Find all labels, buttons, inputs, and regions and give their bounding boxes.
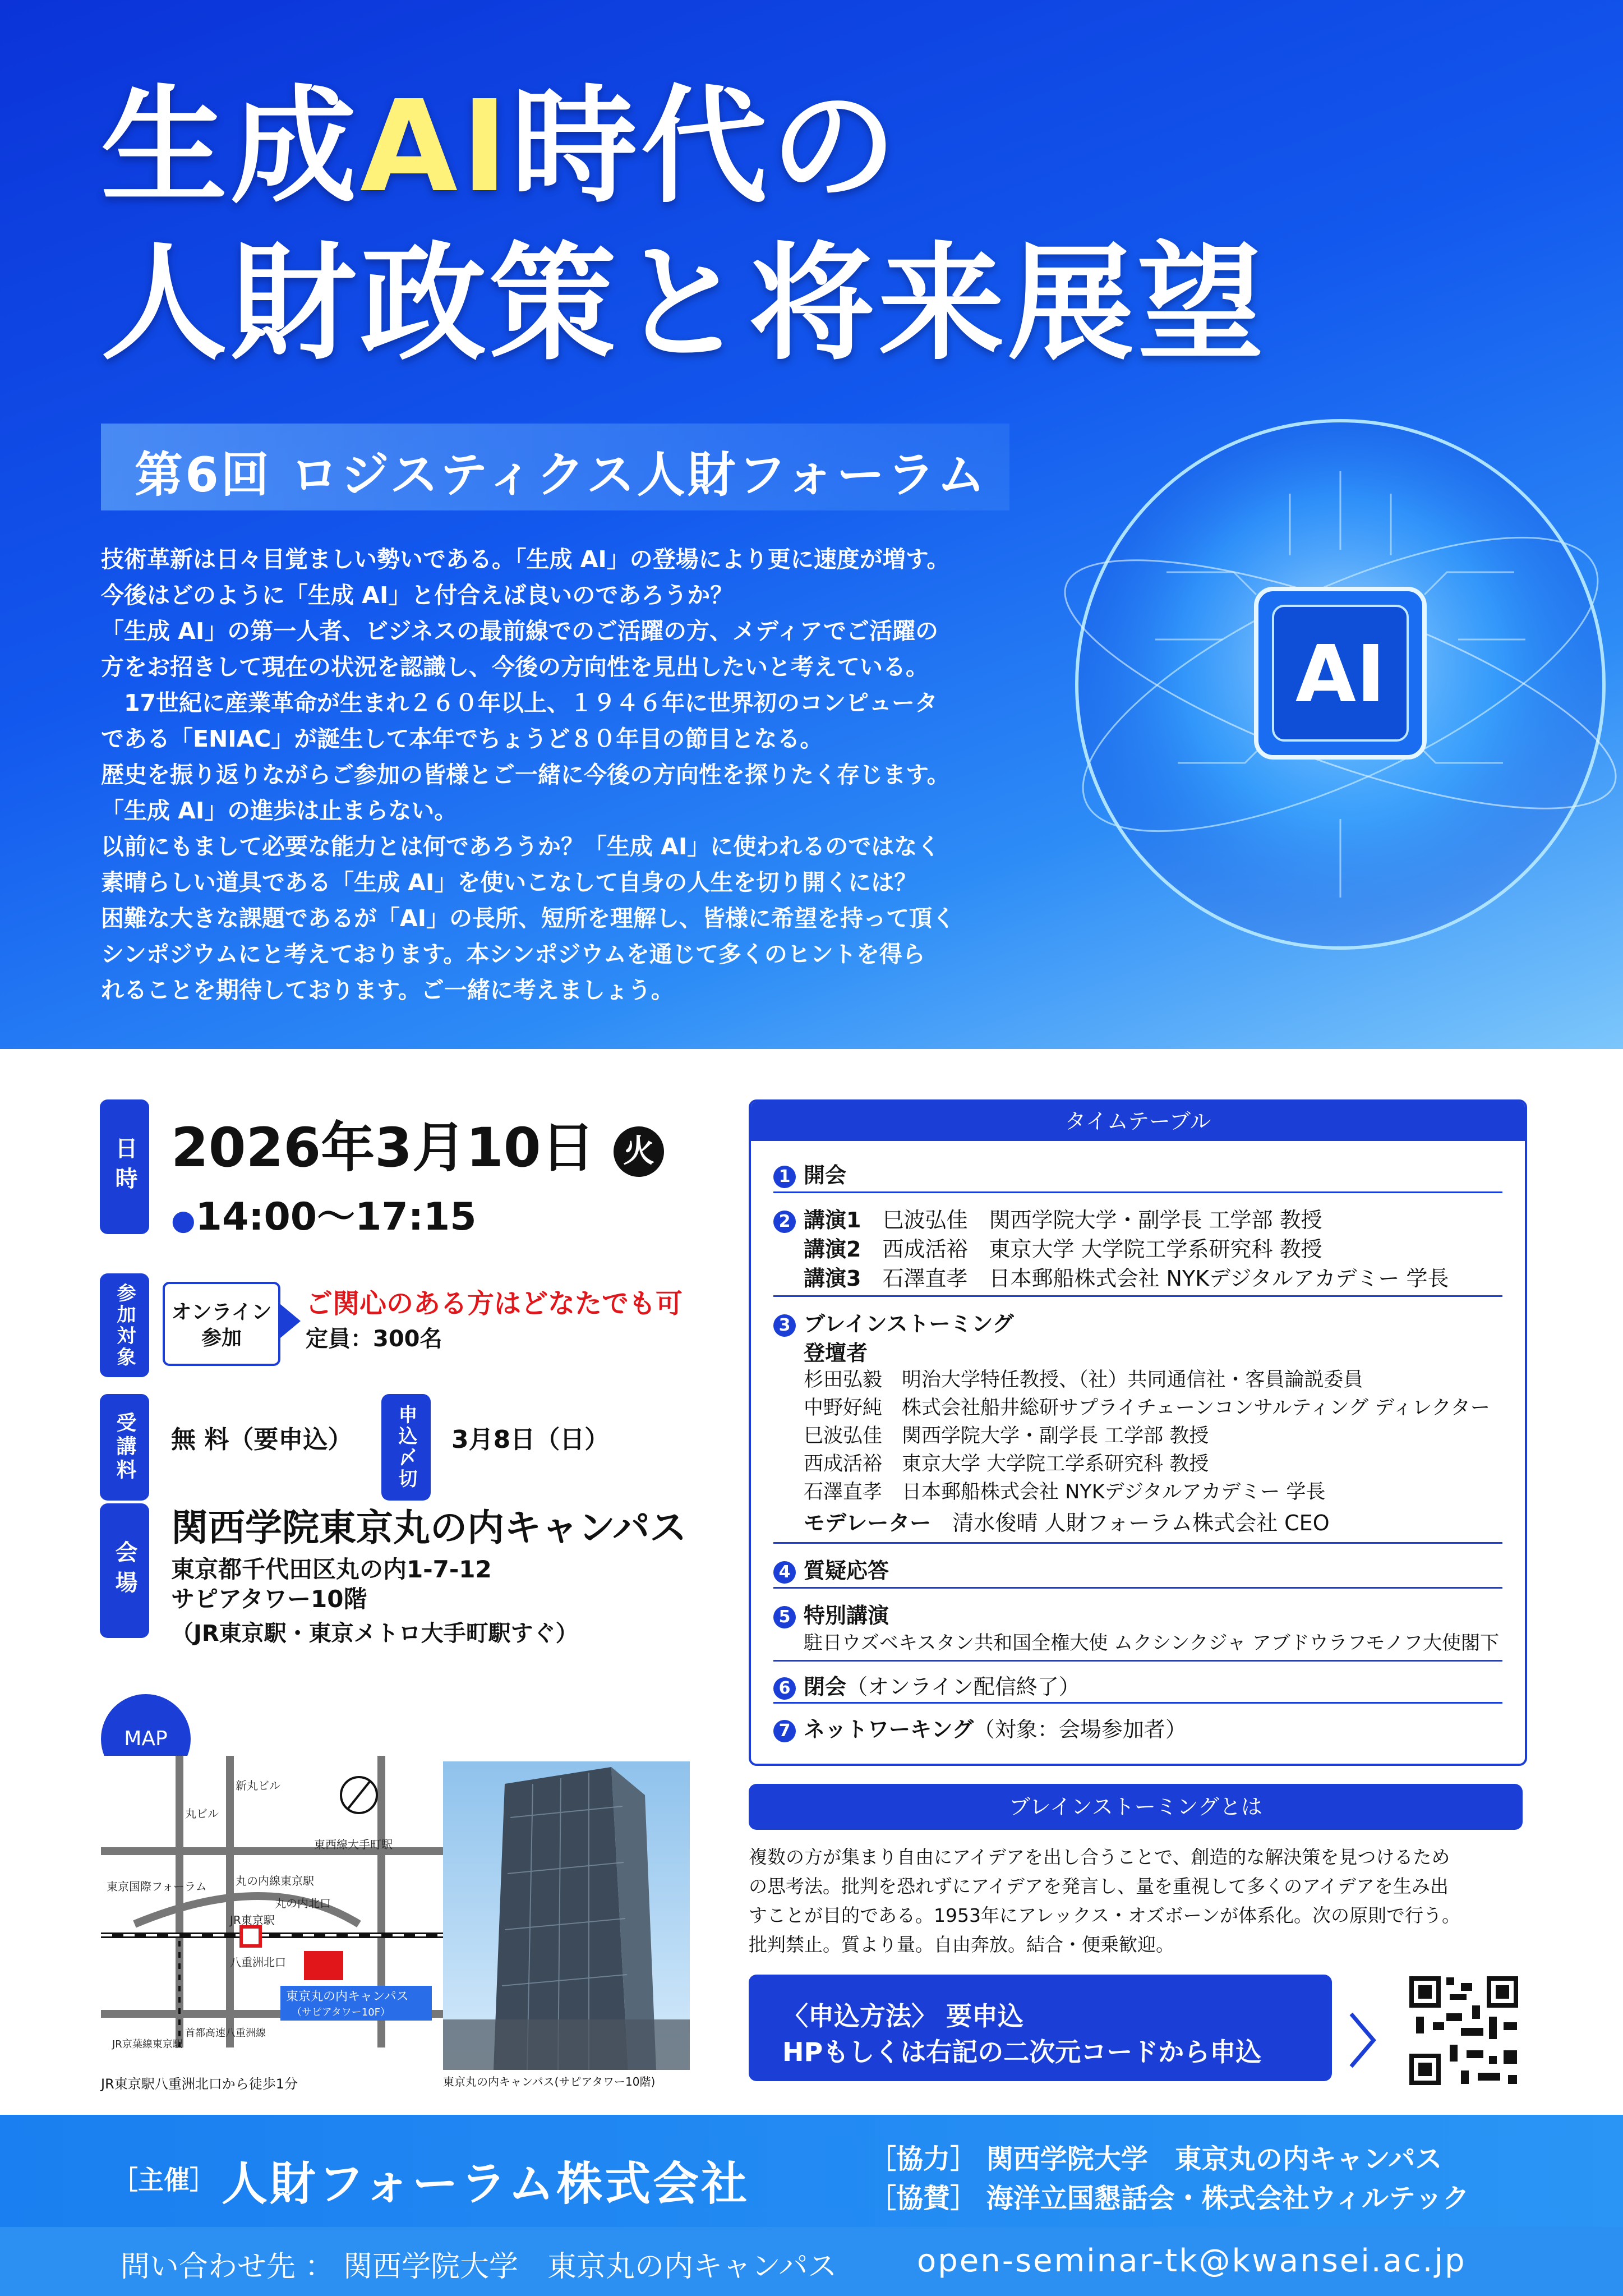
qr-code-icon[interactable]: [1405, 1972, 1523, 2090]
venue-access: （JR東京駅・東京メトロ大手町駅すぐ）: [171, 1621, 578, 1646]
tt-special-lecture: 駐日ウズベキスタン共和国全権大使 ムクシンクジャ アブドウラフモノフ大使閣下: [804, 1632, 1500, 1654]
area-map: [101, 1756, 449, 2070]
intro-line: 困難な大きな課題であるが「AI」の長所、短所を理解し、皆様に希望を持って頂く: [101, 905, 955, 932]
globe-ai-text: AI: [1295, 629, 1386, 720]
timetable: [749, 1099, 1527, 1766]
building-photo: [443, 1761, 690, 2070]
coop-line: [869, 2137, 1442, 2176]
tt-panelist: 中野好純 株式会社船井総研サプライチェーンコンサルティング ディレクター: [804, 1397, 1490, 1419]
contact-email[interactable]: open-seminar-tk@kwansei.ac.jp: [917, 2243, 1467, 2279]
support-line: [869, 2177, 1469, 2215]
contact-label: 問い合わせ先 ： 関西学院大学 東京丸の内キャンパス: [121, 2250, 837, 2284]
tt-lecture-2: 講演2 西成活裕 東京大学 大学院工学系研究科 教授: [804, 1237, 1322, 1262]
intro-line: 方をお招きして現在の状況を認識し、今後の方向性を見出したいと考えている。: [101, 654, 929, 680]
date-text: 2026年3月10日: [171, 1116, 595, 1179]
brainstorm-header: ブレインストーミングとは: [749, 1784, 1523, 1830]
tt-item-5: 5 特別講演: [773, 1598, 889, 1629]
intro-line: 技術革新は日々目覚ましい勢いである。「生成 AI」の登場により更に速度が増す。: [101, 546, 950, 573]
tt-item-6: 6 閉会（オンライン配信終了）: [773, 1669, 1080, 1700]
tt-item-4: 4 質疑応答: [773, 1553, 889, 1584]
intro-line: 今後はどのように「生成 AI」と付合えば良いのであろうか？: [101, 582, 734, 609]
brainstorm-line: 複数の方が集まり自由にアイデアを出し合うことで、創造的な解決策を見つけるため: [749, 1846, 1450, 1868]
venue-address-1: 東京都千代田区丸の内1-7-12: [171, 1556, 492, 1583]
footer: [0, 2115, 1623, 2296]
map-badge: MAP: [101, 1694, 191, 1784]
intro-line: れることを期待しております。ご一緒に考えましょう。: [101, 977, 674, 1004]
divider: [773, 1702, 1502, 1704]
num-badge: 3: [773, 1314, 796, 1337]
brainstorm-line: の思考法。批判を恐れずにアイデアを発言し、量を重視して多くのアイデアを生み出: [749, 1875, 1449, 1897]
host-tag: ［主催］: [112, 2165, 215, 2195]
subtitle: 第6回 ロジスティクス人財フォーラム: [135, 447, 988, 503]
ai-globe-illustration: [1054, 404, 1623, 965]
divider: [773, 1587, 1502, 1589]
support-name: 海洋立国懇話会・株式会社ウィルテック: [986, 2183, 1469, 2214]
details-panel: [50, 1049, 1573, 2115]
coop-tag: ［協力］: [869, 2143, 978, 2175]
apply-box[interactable]: [749, 1975, 1332, 2081]
hero-section: [0, 0, 1623, 1049]
tt-panelist: 杉田弘毅 明治大学特任教授、（社）共同通信社・客員論説委員: [804, 1369, 1363, 1391]
brainstorm-line: すことが目的である。1953年にアレックス・オズボーンが体系化。次の原則で行う。: [749, 1904, 1461, 1926]
map-yaesu-label: 八重洲北口: [230, 1955, 286, 1969]
intro-text: [101, 541, 998, 1008]
divider: [773, 1191, 1502, 1193]
intro-line: 歴史を振り返りながらご参加の皆様とご一緒に今後の方向性を探りたく存じます。: [101, 761, 950, 788]
num-badge: 7: [773, 1720, 796, 1742]
map-kokusai-label: 東京国際フォーラム: [107, 1880, 207, 1893]
title-line-2: 人財政策と将来展望: [101, 231, 1267, 378]
brainstorm-text: [749, 1843, 1523, 1959]
map-jr-tokyo-label: JR東京駅: [230, 1913, 275, 1927]
triangle-pointer-icon: [280, 1304, 303, 1338]
subtitle-bar: [101, 424, 1009, 510]
fee: 無 料（要申込）: [171, 1425, 353, 1454]
intro-line: シンポジウムにと考えております。本シンポジウムを通じて多くのヒントを得ら: [101, 941, 925, 968]
divider: [773, 1295, 1502, 1297]
divider: [773, 1660, 1502, 1662]
num-badge: 6: [773, 1677, 796, 1700]
photo-caption: 東京丸の内キャンパス(サピアタワー10階): [443, 2075, 656, 2088]
tt-moderator: モデレーター 清水俊晴 人財フォーラム株式会社 CEO: [804, 1511, 1330, 1535]
title-line-1: [101, 73, 900, 220]
intro-line: 素晴らしい道具である「生成 AI」を使いこなして自身の人生を切り開くには？: [101, 869, 917, 896]
map-jr-line-label: JR京葉線東京駅: [112, 2039, 183, 2050]
capacity: 定員：300名: [306, 1326, 442, 1352]
divider: [773, 1542, 1502, 1544]
num-badge: 5: [773, 1606, 796, 1628]
intro-line: 17世紀に産業革命が生まれ２６０年以上、１９４６年に世界初のコンピュータ: [101, 689, 938, 716]
map-tozai-label: 東西線大手町駅: [314, 1838, 393, 1851]
intro-line: 「生成 AI」の進歩は止まらない。: [101, 797, 458, 824]
timetable-header: タイムテーブル: [751, 1102, 1525, 1141]
tt-panel-heading: 登壇者: [804, 1341, 868, 1365]
coop-name: 関西学院大学 東京丸の内キャンパス: [986, 2143, 1442, 2175]
venue-label: 会場: [100, 1503, 149, 1638]
title-post: 時代の: [511, 73, 900, 220]
map-shinmaru-label: 新丸ビル: [236, 1779, 280, 1792]
tt-item-2: 2 講演1 巳波弘佳 関西学院大学・副学長 工学部 教授: [773, 1203, 1322, 1234]
intro-line: 以前にもまして必要な能力とは何であろうか？「生成 AI」に使われるのではなく: [101, 833, 940, 860]
venue-name: 関西学院東京丸の内キャンパス: [171, 1506, 687, 1549]
chevron-right-icon: 〉: [1349, 2009, 1405, 2075]
tt-panelist: 石澤直孝 日本郵船株式会社 NYKデジタルアカデミー 学長: [804, 1481, 1326, 1503]
apply-method: 〈申込方法〉 要申込: [782, 2001, 1024, 2031]
tt-lecture-3: 講演3 石澤直孝 日本郵船株式会社 NYKデジタルアカデミー 学長: [804, 1266, 1449, 1291]
online-badge: オンライン参加: [163, 1282, 280, 1366]
support-tag: ［協賛］: [869, 2183, 978, 2214]
target-text: ご関心のある方はどなたでも可: [306, 1288, 683, 1319]
map-north-exit-label: 丸の内北口: [275, 1897, 331, 1910]
event-date: [171, 1105, 664, 1182]
num-badge: 1: [773, 1166, 796, 1188]
map-expressway-label: 首都高速八重洲線: [185, 2027, 266, 2039]
deadline-label: 申込〆切: [381, 1394, 431, 1501]
tt-item-3: 3 ブレインストーミング: [773, 1306, 1014, 1337]
brainstorm-line: 批判禁止。質より量。自由奔放。結合・便乗歓迎。: [749, 1934, 1174, 1955]
date-label: 日時: [100, 1099, 149, 1234]
tt-panelist: 巳波弘佳 関西学院大学・副学長 工学部 教授: [804, 1425, 1209, 1447]
contact-bar: [0, 2227, 1623, 2296]
tt-item-1: 1 開会: [773, 1158, 846, 1189]
map-marunouchi-label: 丸の内線東京駅: [236, 1874, 314, 1888]
map-caption: JR東京駅八重洲北口から徒歩1分: [101, 2076, 298, 2092]
title-pre: 生成: [101, 73, 360, 220]
num-badge: 4: [773, 1561, 796, 1584]
title-ai: AI: [360, 73, 511, 220]
num-badge: 2: [773, 1211, 796, 1233]
intro-line: である「ENIAC」が誕生して本年でちょうど８０年目の節目となる。: [101, 725, 823, 752]
host-name: 人財フォーラム株式会社: [222, 2157, 750, 2211]
bullet-icon: ●: [171, 1204, 196, 1236]
tt-panelist: 西成活裕 東京大学 大学院工学系研究科 教授: [804, 1453, 1209, 1475]
map-campus-label: 東京丸の内キャンパス: [286, 1990, 409, 2004]
map-campus-sublabel: （サピアタワー10F）: [292, 2007, 390, 2018]
venue-address-2: サピアタワー10階: [171, 1585, 367, 1613]
weekday-badge: 火: [614, 1126, 664, 1177]
fee-label: 受講料: [100, 1394, 149, 1501]
time-text: 14:00～17:15: [195, 1195, 477, 1239]
tt-item-7: 7 ネットワーキング（対象：会場参加者）: [773, 1712, 1187, 1743]
apply-instructions: HPもしくは右記の二次元コードから申込: [782, 2037, 1262, 2067]
target-label: 参加対象: [100, 1273, 149, 1377]
map-maru-label: 丸ビル: [185, 1807, 219, 1820]
event-time: [171, 1186, 477, 1241]
intro-line: 「生成 AI」の第一人者、ビジネスの最前線でのご活躍の方、メディアでご活躍の: [101, 618, 938, 645]
deadline: 3月8日（日）: [451, 1425, 610, 1454]
